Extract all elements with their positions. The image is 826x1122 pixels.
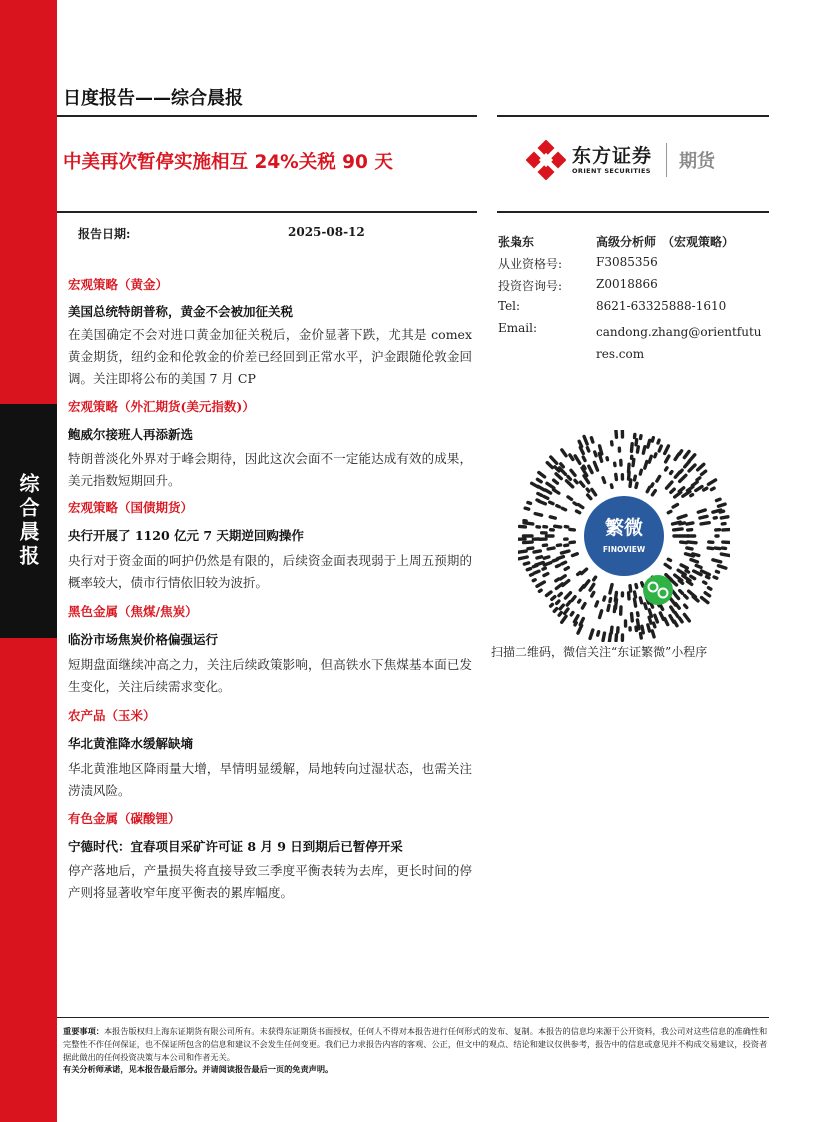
side-tab-label: 综合晨报 bbox=[16, 473, 40, 569]
wechat-mini-program-icon bbox=[643, 575, 673, 605]
analyst-title bbox=[596, 233, 734, 250]
section-body: 华北黄淮地区降雨量大增，旱情明显缓解，局地转向过湿状态，也需关注涝渍风险。 bbox=[68, 761, 472, 798]
disclaimer bbox=[63, 1025, 773, 1064]
analyst-info-value: Z0018866 bbox=[596, 277, 658, 291]
section-body: 央行对于资金面的呵护仍然是有限的，后续资金面表现弱于上周五预期的概率较大，债市行情依旧较为波折。 bbox=[68, 553, 472, 590]
analyst-info-label: 投资咨询号: bbox=[498, 279, 563, 293]
header-rule-right bbox=[497, 115, 769, 117]
side-tab bbox=[0, 404, 57, 638]
section-headline: 央行开展了 1120 亿元 7 天期逆回购操作 bbox=[68, 528, 304, 543]
section-body: 停产落地后，产量损失将直接导致三季度平衡表转为去库，更长时间的停产则将显著收窄年度平衡表的累库幅度。 bbox=[68, 863, 472, 900]
analyst-email-link[interactable]: candong.zhang@orientfutures.com bbox=[596, 325, 762, 361]
info-rule-right bbox=[497, 211, 769, 213]
report-date-label: 报告日期: bbox=[78, 227, 131, 241]
section-headline: 鲍威尔接班人再添新选 bbox=[68, 427, 194, 442]
section-category: 农产品（玉米） bbox=[68, 708, 156, 723]
analyst-promise-note: 有关分析师承诺，见本报告最后部分。并请阅读报告最后一页的免责声明。 bbox=[63, 1064, 334, 1074]
footer-rule bbox=[57, 1017, 769, 1018]
document-type: 日度报告——综合晨报 bbox=[63, 88, 243, 109]
section-body: 在美国确定不会对进口黄金加征关税后，金价显著下跌，尤其是 comex 黄金期货，纽约金和伦敦金的价差已经回到正常水平，沪金跟随伦敦金回调。关注即将公布的美国 7 月 CP bbox=[68, 327, 472, 386]
info-rule-left bbox=[57, 211, 477, 213]
analyst-title-text: 高级分析师 （宏观策略） bbox=[596, 235, 735, 249]
section-headline: 临汾市场焦炭价格偏强运行 bbox=[68, 632, 219, 647]
analyst-name bbox=[498, 233, 534, 250]
header-rule-left bbox=[57, 115, 477, 117]
logo-futures: 期货 bbox=[679, 151, 716, 172]
analyst-info-label: 从业资格号: bbox=[498, 257, 563, 271]
section-category: 黑色金属（焦煤/焦炭） bbox=[68, 604, 198, 619]
qr-code-graphic bbox=[518, 430, 730, 642]
qr-center-label: 繁微 bbox=[604, 517, 644, 539]
report-headline: 中美再次暂停实施相互 24%关税 90 天 bbox=[63, 152, 393, 173]
logo-name-en: ORIENT SECURITIES bbox=[572, 167, 651, 175]
logo-divider bbox=[666, 143, 667, 177]
section-headline: 华北黄淮降水缓解缺墒 bbox=[68, 736, 194, 751]
qr-center-sublabel: FINOVIEW bbox=[602, 545, 646, 554]
analyst-info-value: 8621-63325888-1610 bbox=[596, 299, 727, 313]
section-headline: 美国总统特朗普称，黄金不会被加征关税 bbox=[68, 304, 294, 319]
analyst-info-label: Email: bbox=[498, 321, 538, 335]
disclaimer-head: 重要事项： bbox=[63, 1026, 104, 1036]
qr-caption: 扫描二维码，微信关注“东证繁微”小程序 bbox=[491, 645, 708, 659]
orient-logo-icon bbox=[526, 140, 566, 180]
section-body: 短期盘面继续冲高之力，关注后续政策影响，但高铁水下焦煤基本面已发生变化，关注后续需求变化。 bbox=[68, 657, 472, 694]
section-category: 宏观策略（国债期货） bbox=[68, 500, 194, 515]
section-headline: 宁德时代：宜春项目采矿许可证 8 月 9 日到期后已暂停开采 bbox=[68, 839, 403, 854]
disclaimer-text: 本报告版权归上海东证期货有限公司所有。未获得东证期货书面授权，任何人不得对本报告进行任何形式的发布、复制。本报告的信息均来源于公开资料，我公司对这些信息的准确性和完整性不作任何保证，也不保证所包含的信息和建议不会发生任何变更。我们已力求报告内容的客观、公正，但文中的观点、结论和建议仅供参考，报告中的信息或意见并不构成交易建议，投资者据此做出的任何投资决策与本公司和作者无关。 bbox=[63, 1026, 768, 1062]
report-date-value: 2025-08-12 bbox=[288, 225, 365, 239]
logo-name-cn: 东方证券 bbox=[572, 145, 653, 167]
section-category: 有色金属（碳酸锂） bbox=[68, 811, 181, 826]
analyst-info-value: F3085356 bbox=[596, 255, 658, 269]
analyst-name-text: 张枭东 bbox=[498, 235, 535, 249]
section-category: 宏观策略（黄金） bbox=[68, 277, 169, 292]
section-category: 宏观策略（外汇期货(美元指数)） bbox=[68, 399, 255, 414]
analyst-info-label: Tel: bbox=[498, 299, 521, 313]
section-body: 特朗普淡化外界对于峰会期待，因此这次会面不一定能达成有效的成果，美元指数短期回升。 bbox=[68, 451, 472, 488]
qr-code bbox=[518, 430, 730, 642]
company-logo bbox=[526, 140, 715, 180]
